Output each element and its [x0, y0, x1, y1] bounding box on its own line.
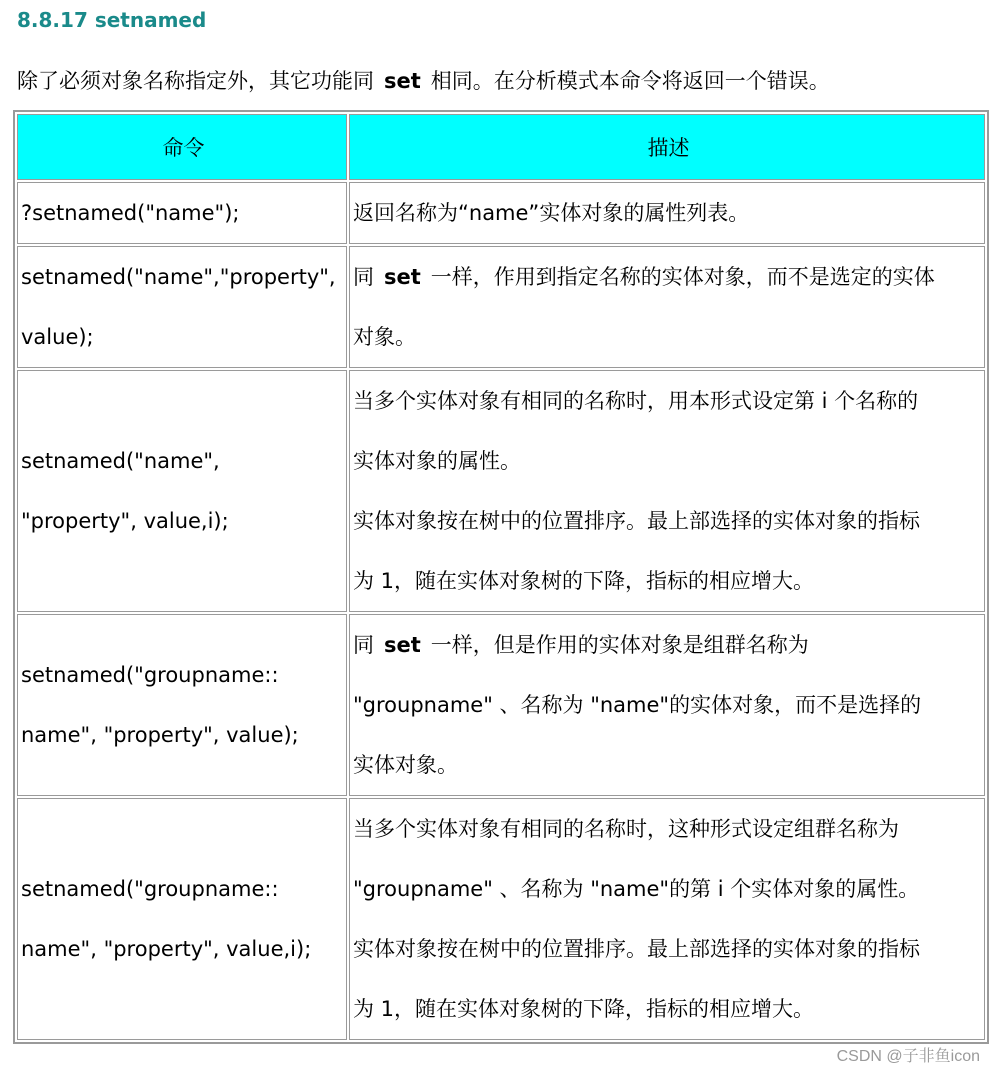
- section-title: [17, 6, 206, 34]
- description-line: 实体对象按在树中的位置排序。最上部选择的实体对象的指标: [353, 937, 920, 961]
- header-command: 命令: [17, 114, 347, 180]
- description-line: 实体对象的属性。: [353, 449, 521, 473]
- description-line: 为 1，随在实体对象树的下降，指标的相应增大。: [353, 569, 815, 593]
- description-cell: [349, 182, 985, 244]
- description-line: [353, 247, 984, 307]
- description-line: 返回名称为“name”实体对象的属性列表。: [353, 201, 750, 225]
- table-header-row: [17, 114, 985, 180]
- description-line: 对象。: [353, 325, 416, 349]
- header-description: 描述: [349, 114, 985, 180]
- watermark: CSDN @子非鱼icon: [836, 1048, 980, 1065]
- command-line: name", "property", value);: [21, 723, 299, 747]
- description-line: "groupname" 、名称为 "name"的第 i 个实体对象的属性。: [353, 877, 920, 901]
- description-line: [353, 615, 984, 675]
- table-row: [17, 798, 985, 1040]
- command-cell: [17, 370, 347, 612]
- description-line: 当多个实体对象有相同的名称时，这种形式设定组群名称为: [353, 817, 899, 841]
- table-row: [17, 246, 985, 368]
- description-suffix: 一样，但是作用的实体对象是组群名称为: [430, 633, 809, 657]
- description-line: 当多个实体对象有相同的名称时，用本形式设定第 i 个名称的: [353, 389, 919, 413]
- description-keyword-set: set: [384, 633, 421, 657]
- command-line: setnamed("name","property",: [21, 265, 336, 289]
- command-line: setnamed("groupname::: [21, 877, 279, 901]
- command-cell: [17, 182, 347, 244]
- command-cell: [17, 798, 347, 1040]
- intro-text-after: 相同。在分析模式本命令将返回一个错误。: [430, 69, 830, 93]
- command-table: [13, 110, 989, 1044]
- description-prefix: 同: [353, 633, 374, 657]
- intro-text-before: 除了必须对象名称指定外，其它功能同: [17, 69, 374, 93]
- description-cell: [349, 370, 985, 612]
- table-row: [17, 182, 985, 244]
- description-line: "groupname" 、名称为 "name"的实体对象，而不是选择的: [353, 693, 922, 717]
- section-name: setnamed: [94, 8, 207, 32]
- description-line: 实体对象。: [353, 753, 458, 777]
- command-line: value);: [21, 325, 94, 349]
- description-line: 实体对象按在树中的位置排序。最上部选择的实体对象的指标: [353, 509, 920, 533]
- intro-keyword-set: set: [384, 69, 421, 93]
- description-cell: [349, 798, 985, 1040]
- description-suffix: 一样，作用到指定名称的实体对象，而不是选定的实体: [430, 265, 935, 289]
- description-line: 为 1，随在实体对象树的下降，指标的相应增大。: [353, 997, 815, 1021]
- description-prefix: 同: [353, 265, 374, 289]
- command-line: name", "property", value,i);: [21, 937, 312, 961]
- table-row: [17, 614, 985, 796]
- section-number: 8.8.17: [17, 8, 88, 32]
- command-line: setnamed("groupname::: [21, 663, 279, 687]
- command-cell: [17, 246, 347, 368]
- command-line: ?setnamed("name");: [21, 201, 240, 225]
- description-cell: [349, 246, 985, 368]
- command-line: setnamed("name",: [21, 449, 220, 473]
- description-keyword-set: set: [384, 265, 421, 289]
- intro-paragraph: [17, 66, 830, 96]
- table-row: [17, 370, 985, 612]
- description-cell: [349, 614, 985, 796]
- command-line: "property", value,i);: [21, 509, 229, 533]
- command-cell: [17, 614, 347, 796]
